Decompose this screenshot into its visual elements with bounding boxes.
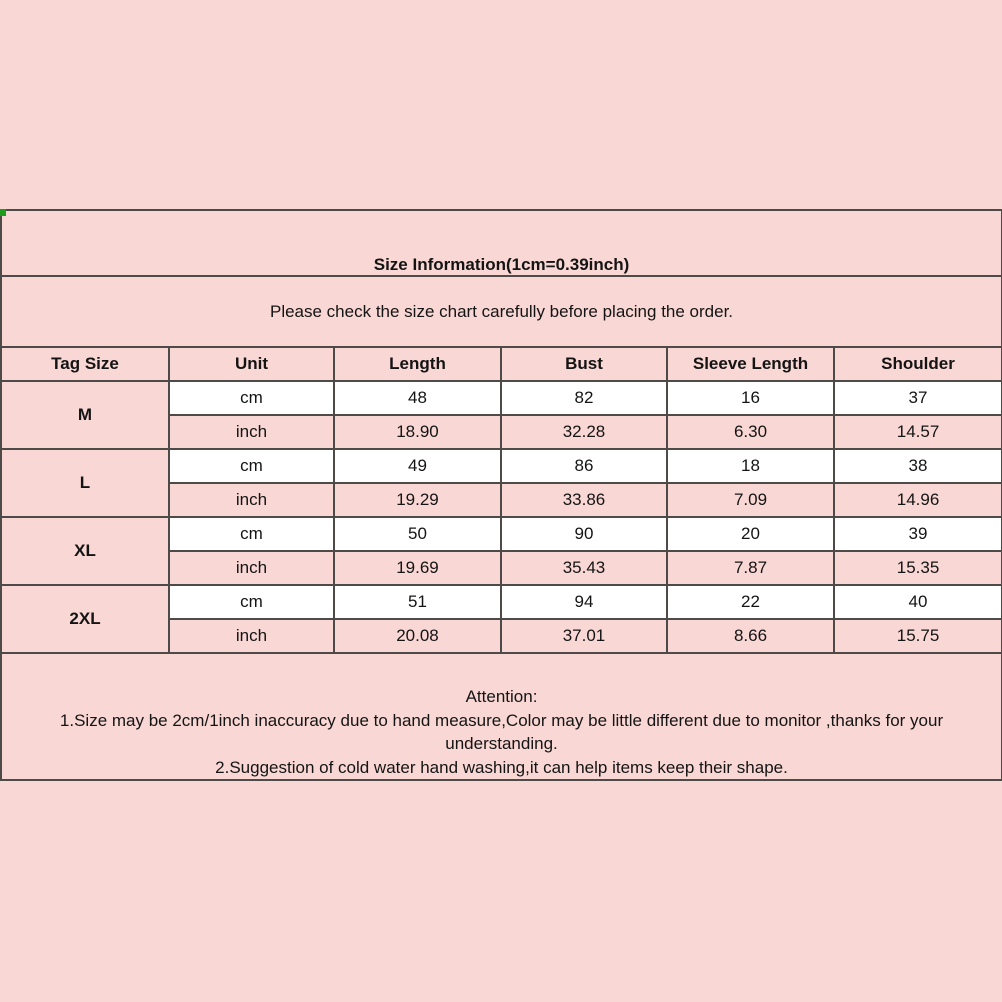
value-cell: 22 bbox=[667, 585, 834, 619]
value-cell: 8.66 bbox=[667, 619, 834, 653]
title-row bbox=[1, 210, 1002, 276]
attention-line1: 1.Size may be 2cm/1inch inaccuracy due to hand measure,Color may be little different due to monitor ,thanks for your understanding. bbox=[59, 710, 944, 753]
value-cell: 7.87 bbox=[667, 551, 834, 585]
value-cell: 19.29 bbox=[334, 483, 501, 517]
header-cell-unit: Unit bbox=[169, 347, 334, 381]
tag-size-cell: L bbox=[1, 449, 169, 517]
table-row-l-cm bbox=[1, 449, 1002, 483]
table-row-xl-cm bbox=[1, 517, 1002, 551]
value-cell: 50 bbox=[334, 517, 501, 551]
value-cell: 48 bbox=[334, 381, 501, 415]
unit-cell: inch bbox=[169, 619, 334, 653]
corner-artifact-green-dot bbox=[0, 209, 6, 216]
value-cell: 14.96 bbox=[834, 483, 1002, 517]
value-cell: 14.57 bbox=[834, 415, 1002, 449]
unit-cell: cm bbox=[169, 517, 334, 551]
unit-cell: inch bbox=[169, 551, 334, 585]
value-cell: 38 bbox=[834, 449, 1002, 483]
header-row bbox=[1, 347, 1002, 381]
attention-row bbox=[1, 653, 1002, 780]
attention-heading: Attention: bbox=[465, 687, 538, 706]
value-cell: 20.08 bbox=[334, 619, 501, 653]
value-cell: 15.35 bbox=[834, 551, 1002, 585]
unit-cell: cm bbox=[169, 449, 334, 483]
value-cell: 18 bbox=[667, 449, 834, 483]
value-cell: 19.69 bbox=[334, 551, 501, 585]
tag-size-cell: XL bbox=[1, 517, 169, 585]
value-cell: 39 bbox=[834, 517, 1002, 551]
value-cell: 40 bbox=[834, 585, 1002, 619]
table-row-m-cm bbox=[1, 381, 1002, 415]
chart-subtitle: Please check the size chart carefully before placing the order. bbox=[1, 276, 1002, 347]
attention-note bbox=[1, 653, 1002, 780]
value-cell: 6.30 bbox=[667, 415, 834, 449]
value-cell: 32.28 bbox=[501, 415, 667, 449]
value-cell: 51 bbox=[334, 585, 501, 619]
header-cell-tag-size: Tag Size bbox=[1, 347, 169, 381]
header-cell-bust: Bust bbox=[501, 347, 667, 381]
unit-cell: cm bbox=[169, 585, 334, 619]
value-cell: 15.75 bbox=[834, 619, 1002, 653]
header-cell-sleeve-length: Sleeve Length bbox=[667, 347, 834, 381]
attention-line2: 2.Suggestion of cold water hand washing,it can help items keep their shape. bbox=[215, 757, 788, 777]
value-cell: 49 bbox=[334, 449, 501, 483]
size-table bbox=[0, 209, 1002, 781]
value-cell: 82 bbox=[501, 381, 667, 415]
size-chart-panel bbox=[0, 209, 1002, 781]
value-cell: 90 bbox=[501, 517, 667, 551]
value-cell: 20 bbox=[667, 517, 834, 551]
value-cell: 94 bbox=[501, 585, 667, 619]
value-cell: 18.90 bbox=[334, 415, 501, 449]
value-cell: 37.01 bbox=[501, 619, 667, 653]
unit-cell: inch bbox=[169, 415, 334, 449]
unit-cell: inch bbox=[169, 483, 334, 517]
value-cell: 86 bbox=[501, 449, 667, 483]
value-cell: 35.43 bbox=[501, 551, 667, 585]
value-cell: 37 bbox=[834, 381, 1002, 415]
header-cell-shoulder: Shoulder bbox=[834, 347, 1002, 381]
value-cell: 33.86 bbox=[501, 483, 667, 517]
tag-size-cell: 2XL bbox=[1, 585, 169, 653]
value-cell: 7.09 bbox=[667, 483, 834, 517]
unit-cell: cm bbox=[169, 381, 334, 415]
table-row-2xl-cm bbox=[1, 585, 1002, 619]
value-cell: 16 bbox=[667, 381, 834, 415]
subtitle-row bbox=[1, 276, 1002, 347]
tag-size-cell: M bbox=[1, 381, 169, 449]
header-cell-length: Length bbox=[334, 347, 501, 381]
chart-title: Size Information(1cm=0.39inch) bbox=[1, 210, 1002, 276]
